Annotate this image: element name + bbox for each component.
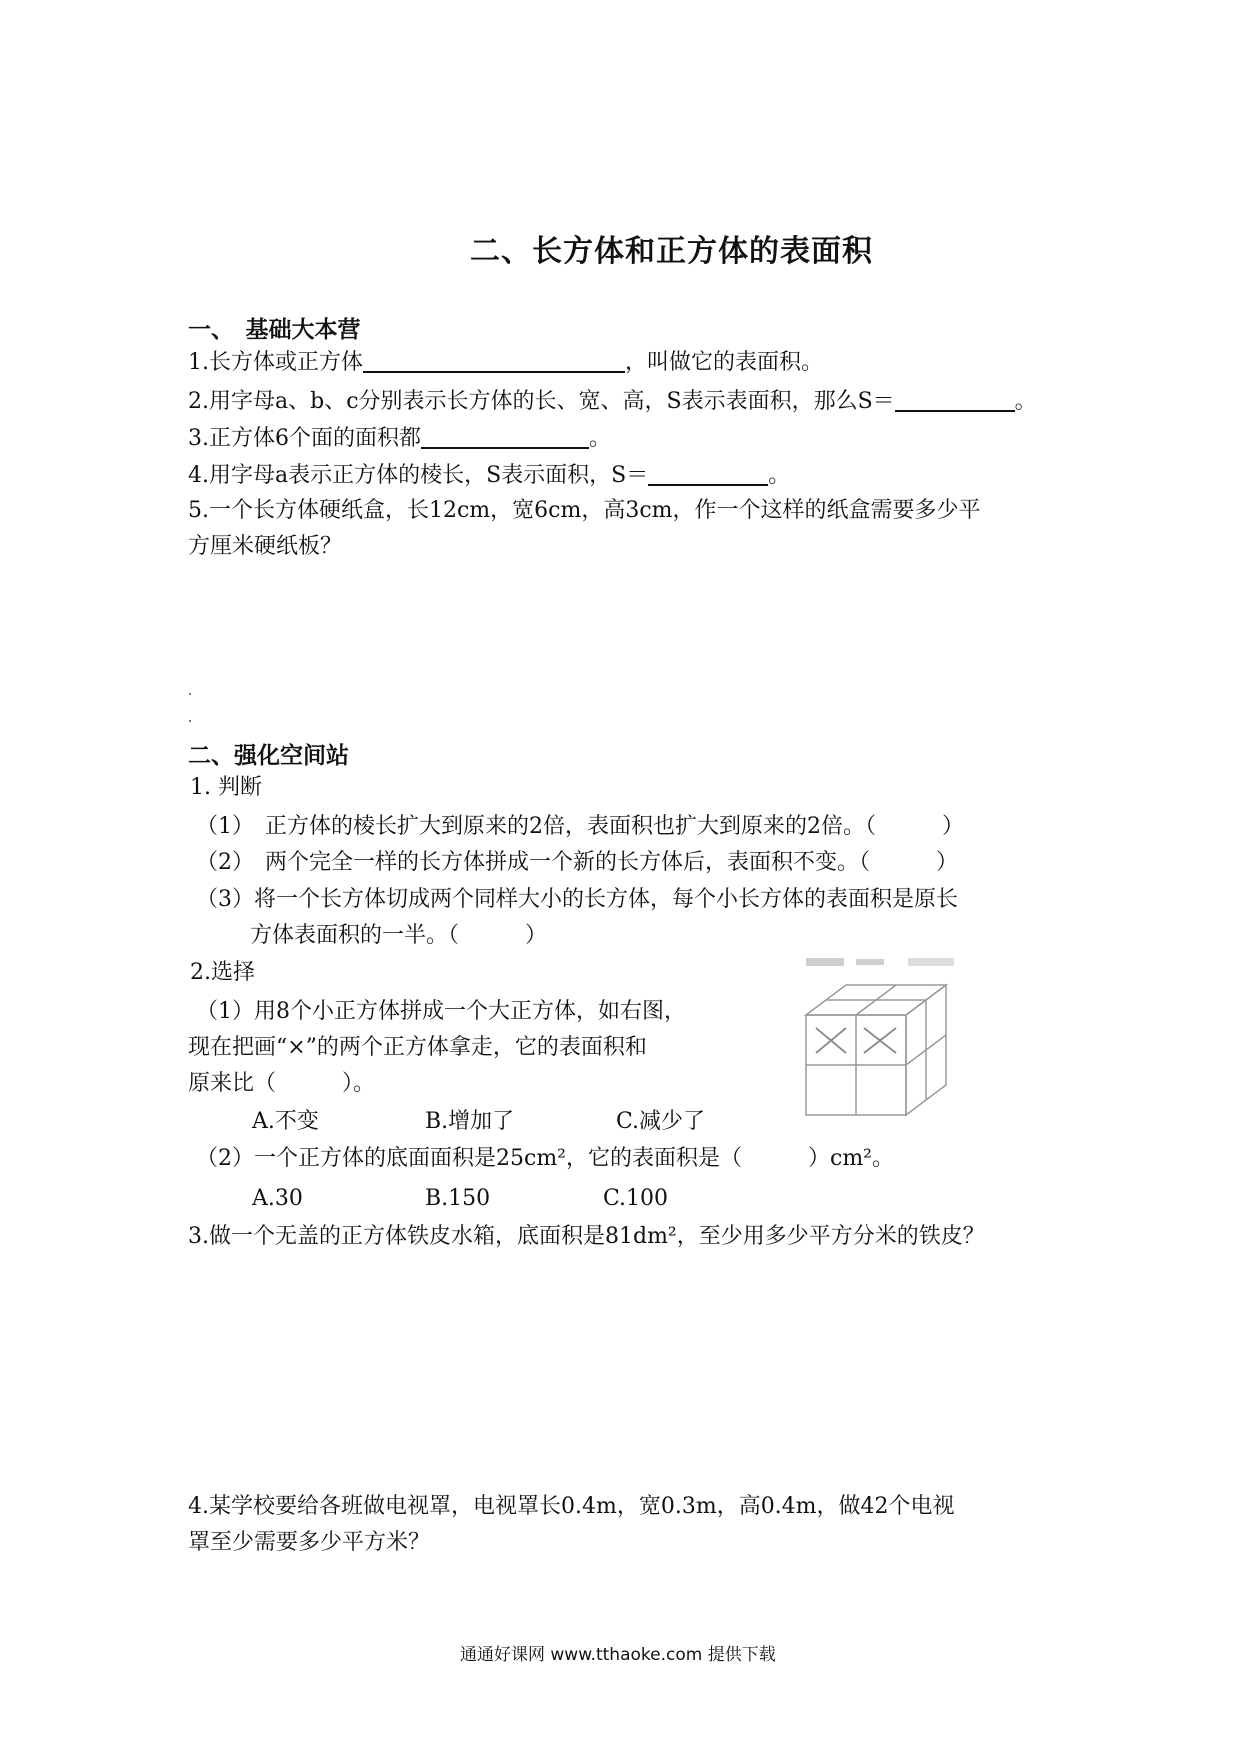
question-4-line-1: 4.某学校要给各班做电视罩，电视罩长0.4m，宽0.3m，高0.4m，做42个电视 <box>188 1494 955 1519</box>
question-3 <box>188 421 611 457</box>
choice-2-option-c[interactable]: C.100 <box>603 1186 669 1211</box>
question-1 <box>188 345 823 381</box>
section2-heading: 二、强化空间站 <box>188 742 349 769</box>
judge-item-2: （2） 两个完全一样的长方体拼成一个新的长方体后，表面积不变。（ ） <box>196 850 958 875</box>
choice-1-option-b[interactable]: B.增加了 <box>425 1109 515 1134</box>
choice-2-option-a[interactable]: A.30 <box>252 1186 303 1211</box>
section1-heading: 一、 基础大本营 <box>188 316 361 343</box>
choice-2-option-b[interactable]: B.150 <box>425 1186 491 1211</box>
choice-1-option-a[interactable]: A.不变 <box>252 1109 319 1134</box>
question-1-suffix: ，叫做它的表面积。 <box>625 350 824 375</box>
choice-label: 2.选择 <box>190 960 255 985</box>
figure-header-smudge <box>806 958 954 966</box>
question-4 <box>188 458 790 494</box>
answer-blank[interactable] <box>363 347 625 373</box>
question-4-suffix: 。 <box>768 463 791 488</box>
answer-blank[interactable] <box>421 423 589 449</box>
judge-label: 1. 判断 <box>190 775 262 800</box>
question-2 <box>188 384 1037 420</box>
choice-2: （2）一个正方体的底面面积是25cm²，它的表面积是（ ）cm²。 <box>196 1146 894 1171</box>
question-3-section2: 3.做一个无盖的正方体铁皮水箱，底面积是81dm²，至少用多少平方分米的铁皮？ <box>188 1224 985 1249</box>
question-3-suffix: 。 <box>589 426 612 451</box>
scan-speck <box>189 720 191 722</box>
footer-credit: 通通好课网 www.tthaoke.com 提供下载 <box>460 1645 776 1665</box>
question-2-text: 2.用字母a、b、c分别表示长方体的长、宽、高，S表示表面积，那么S＝ <box>188 389 895 414</box>
question-2-suffix: 。 <box>1014 389 1037 414</box>
question-3-text: 3.正方体6个面的面积都 <box>188 426 421 451</box>
page-title: 二、长方体和正方体的表面积 <box>470 234 873 269</box>
choice-1-line-3: 原来比（ ）。 <box>188 1071 376 1096</box>
choice-1-line-1: （1）用8个小正方体拼成一个大正方体，如右图， <box>196 999 686 1024</box>
question-4-line-2: 罩至少需要多少平方米？ <box>188 1530 431 1555</box>
question-4-text: 4.用字母a表示正方体的棱长，S表示面积，S＝ <box>188 463 649 488</box>
choice-1-line-2: 现在把画“×”的两个正方体拿走，它的表面积和 <box>188 1035 647 1060</box>
judge-item-3-line-1: （3）将一个长方体切成两个同样大小的长方体，每个小长方体的表面积是原长 <box>196 887 958 912</box>
scan-speck <box>189 693 191 695</box>
judge-item-3-line-2: 方体表面积的一半。（ ） <box>250 923 548 948</box>
answer-blank[interactable] <box>648 460 768 486</box>
question-5-line-1: 5.一个长方体硬纸盒，长12cm，宽6cm，高3cm，作一个这样的纸盒需要多少平 <box>188 498 981 523</box>
answer-blank[interactable] <box>895 386 1015 412</box>
choice-1-option-c[interactable]: C.减少了 <box>616 1109 706 1134</box>
judge-item-1: （1） 正方体的棱长扩大到原来的2倍，表面积也扩大到原来的2倍。（ ） <box>196 814 964 839</box>
question-5-line-2: 方厘米硬纸板？ <box>188 534 343 559</box>
question-1-text: 1.长方体或正方体 <box>188 350 363 375</box>
cube-figure <box>798 950 968 1125</box>
